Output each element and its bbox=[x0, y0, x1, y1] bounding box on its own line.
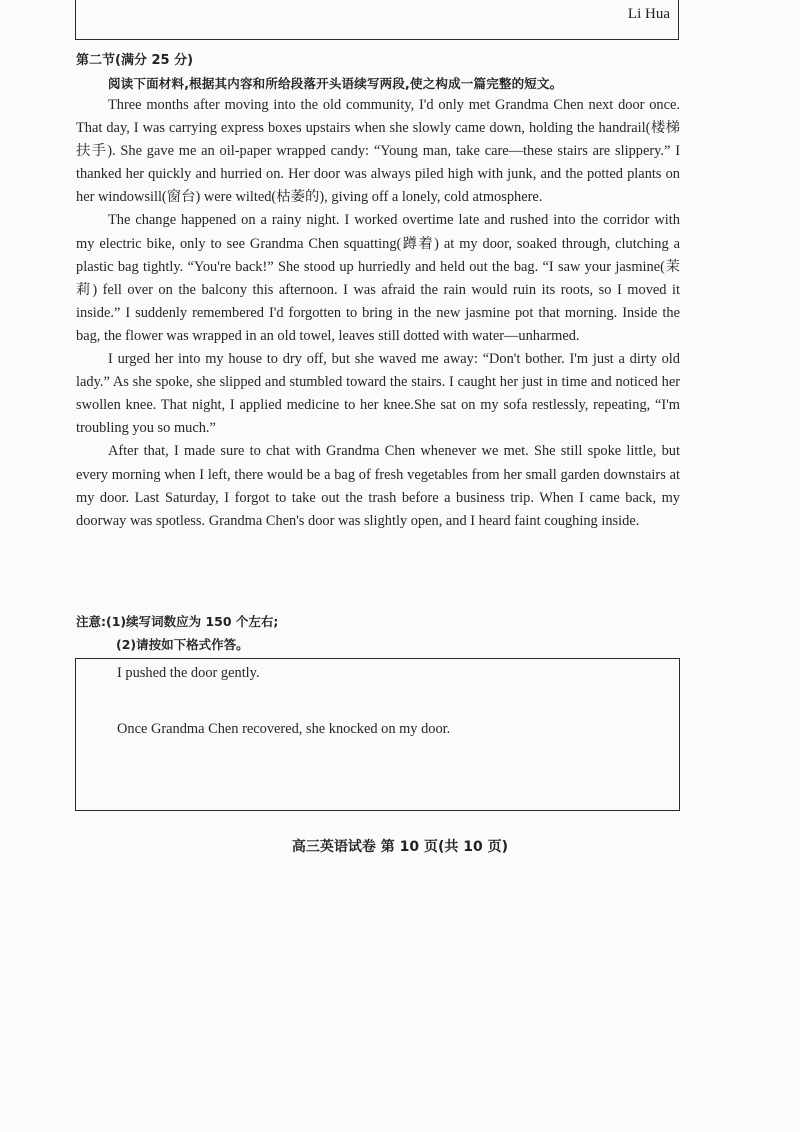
passage-paragraph: The change happened on a rainy night. I worked overtime late and rushed into the corridor with my electric bike, only to see Grandma Chen squatting(蹲着) at my door, soaked through, clutching a plastic bag tightly. “You're back!” She stood up hurriedly and held out the bag. “I saw your jasmine(茉莉) fell over on the balcony this afternoon. I was afraid the rain would ruin its roots, so I moved it inside.” I suddenly remembered I'd forgotten to bring in the new jasmine pot that morning. Inside the bag, the flower was wrapped in an old towel, leaves still dotted with water—unharmed. bbox=[76, 212, 680, 344]
signature-text: Li Hua bbox=[627, 6, 670, 22]
reading-passage bbox=[76, 94, 680, 533]
note-format: (2)请按如下格式作答。 bbox=[116, 637, 249, 652]
paragraph-starter-2: Once Grandma Chen recovered, she knocked on my door. bbox=[117, 721, 451, 737]
passage-paragraph: I urged her into my house to dry off, but she waved me away: “Don't bother. I'm just a dirty old lady.” As she spoke, she slipped and stumbled toward the stairs. I caught her just in time and noticed her swollen knee. That night, I applied medicine to her knee.She sat on my sofa restlessly, repeating, “I'm troubling you so much.” bbox=[76, 351, 680, 437]
notes-block bbox=[76, 610, 278, 656]
section-title: 第二节(满分 25 分) bbox=[76, 53, 194, 68]
passage-paragraph: After that, I made sure to chat with Grandma Chen whenever we met. She still spoke little, but every morning when I left, there would be a bag of fresh vegetables from her small garden downstairs at my door. Last Saturday, I forgot to take out the trash before a business trip. When I came back, my doorway was spotless. Grandma Chen's door was slightly open, and I heard faint coughing inside. bbox=[76, 443, 680, 529]
note-word-count: 注意:(1)续写词数应为 150 个左右; bbox=[76, 614, 279, 629]
section-instruction: 阅读下面材料,根据其内容和所给段落开头语续写两段,使之构成一篇完整的短文。 bbox=[108, 76, 563, 91]
page-footer: 高三英语试卷 第 10 页(共 10 页) bbox=[291, 839, 509, 855]
previous-answer-box bbox=[75, 0, 679, 40]
answer-box[interactable] bbox=[75, 658, 680, 811]
passage-paragraph: Three months after moving into the old community, I'd only met Grandma Chen next door once. That day, I was carrying express boxes upstairs when she slowly came down, holding the handrail(楼梯扶手). She gave me an oil-paper wrapped candy: “Young man, take care—these stairs are slippery.” I thanked her quickly and hurried on. Her door was always piled high with junk, and the potted plants on her windowsill(窗台) were wilted(枯萎的), giving off a lonely, cold atmosphere. bbox=[76, 97, 680, 206]
paragraph-starter-1: I pushed the door gently. bbox=[117, 665, 260, 681]
